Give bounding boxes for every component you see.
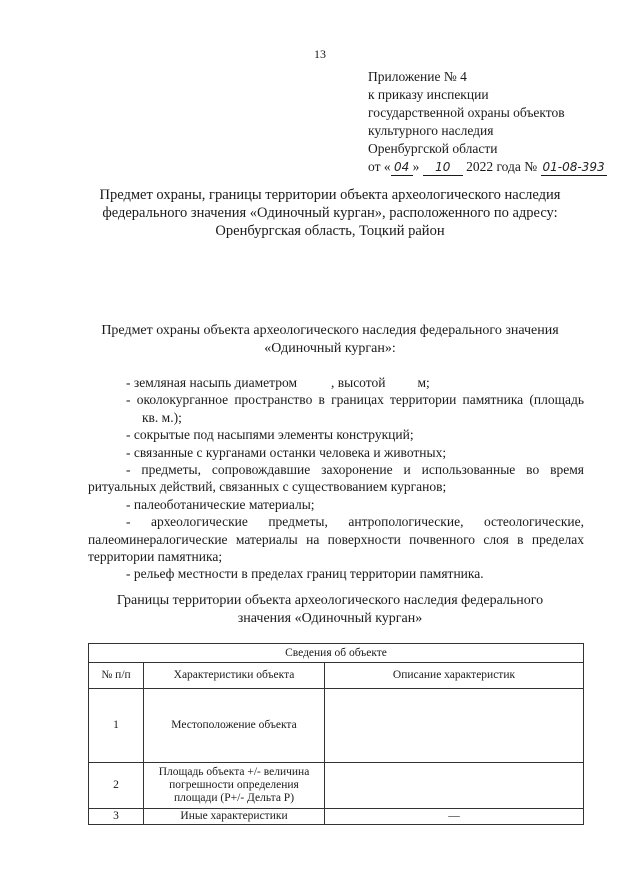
row-description	[325, 763, 584, 809]
date-mid: »	[412, 159, 420, 174]
order-date-line	[368, 158, 628, 176]
table-row	[89, 809, 584, 825]
section-title-line: «Одиночный курган»:	[264, 341, 396, 356]
row-characteristic: Местоположение объекта	[144, 689, 325, 763]
header-number: № п/п	[89, 663, 144, 689]
row-number: 1	[89, 689, 144, 763]
item-paleobotanical: - палеоботанические материалы;	[126, 496, 315, 512]
table-row	[89, 689, 584, 763]
appendix-line: государственной охраны объектов	[368, 105, 565, 120]
boundary-title-line: значения «Одиночный курган»	[237, 611, 423, 626]
boundaries-title	[60, 592, 600, 628]
date-month: 10	[423, 160, 463, 176]
item-burial-objects: - предметы, сопровождавшие захоронение и использованные во время ритуальных действий, связанных с существованием курганов;	[88, 462, 584, 495]
row-description: —	[325, 809, 584, 825]
protection-items	[88, 374, 584, 583]
boundary-title-line: Границы территории объекта археологического наследия федерального	[116, 593, 544, 608]
protection-subject-title	[60, 322, 600, 358]
header-characteristic: Характеристики объекта	[144, 663, 325, 689]
table-row	[89, 763, 584, 809]
row-description	[325, 689, 584, 763]
appendix-line: Оренбургской области	[368, 141, 498, 156]
item-constructions: - сокрытые под насыпями элементы конструкций;	[126, 427, 414, 443]
table-caption: Сведения об объекте	[89, 644, 584, 663]
item-text: - земляная насыпь диаметром	[126, 375, 297, 390]
section-title-line: Предмет охраны объекта археологического наследия федерального значения	[101, 323, 559, 338]
item-remains: - связанные с курганами останки человека и животных;	[126, 444, 447, 460]
date-day: 04	[391, 160, 413, 176]
date-prefix: от «	[368, 159, 391, 174]
item-text: , высотой	[331, 375, 386, 390]
main-title-line: Оренбургская область, Тоцкий район	[215, 223, 445, 239]
item-mound	[88, 374, 584, 391]
appendix-header	[368, 68, 628, 176]
appendix-line: к приказу инспекции	[368, 87, 489, 102]
row-number: 2	[89, 763, 144, 809]
item-surrounding-space	[88, 391, 584, 426]
date-year: 2022 года №	[466, 159, 538, 174]
main-title-line: Предмет охраны, границы территории объекта археологического наследия	[99, 187, 561, 203]
item-relief: - рельеф местности в пределах границ территории памятника.	[126, 566, 484, 582]
appendix-line: Приложение № 4	[368, 69, 467, 84]
item-text: м;	[417, 375, 430, 390]
item-text: кв. м.);	[142, 409, 182, 425]
row-characteristic: Площадь объекта +/- величина погрешности определения площади (Р+/- Дельта Р)	[144, 763, 325, 809]
page-number: 13	[314, 47, 326, 61]
main-title	[60, 186, 600, 240]
main-title-line: федерального значения «Одиночный курган», расположенного по адресу:	[102, 205, 558, 221]
appendix-line: культурного наследия	[368, 123, 494, 138]
item-text: - околокурганное пространство в границах территории памятника (площадь	[126, 392, 584, 408]
row-characteristic: Иные характеристики	[144, 809, 325, 825]
item-archaeological: - археологические предметы, антропологические, остеологические, палеоминералогические материалы на поверхности почвенного слоя в пределах территории памятника;	[88, 514, 584, 565]
order-number: 01-08-393	[542, 160, 605, 174]
header-description: Описание характеристик	[325, 663, 584, 689]
row-number: 3	[89, 809, 144, 825]
object-info-table	[88, 643, 584, 825]
